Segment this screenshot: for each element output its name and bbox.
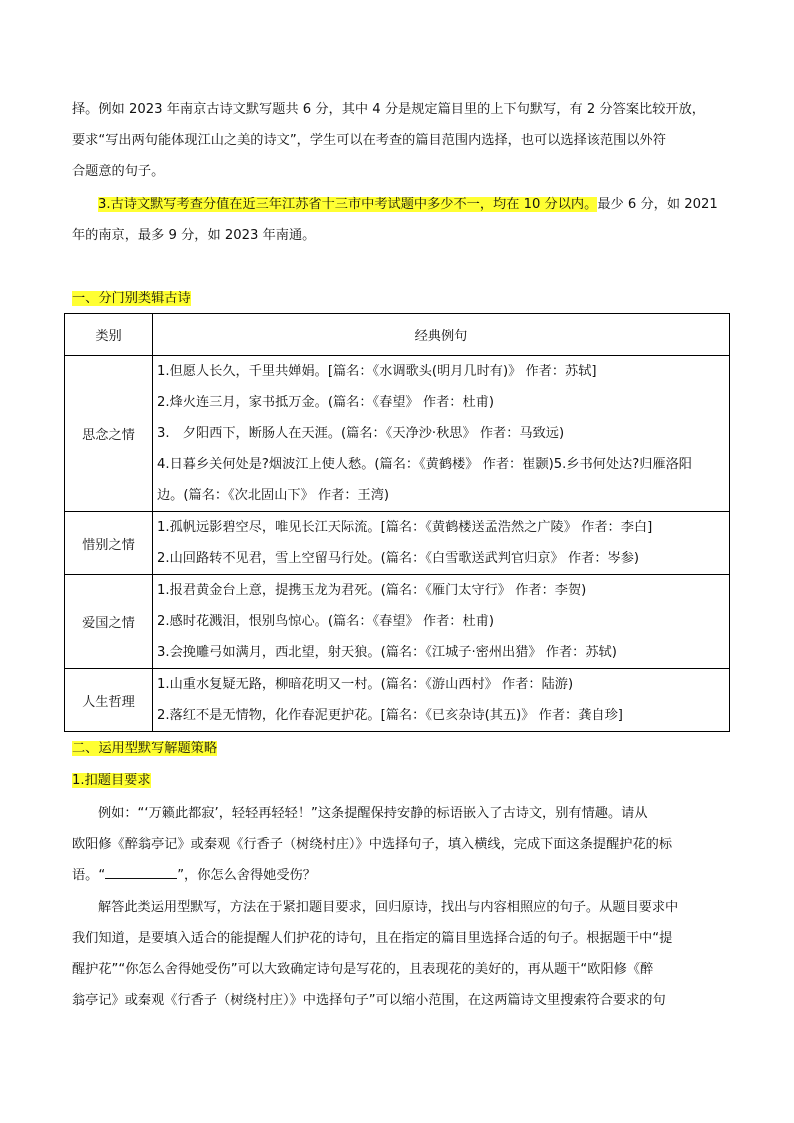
example-paragraph [72, 798, 726, 891]
header-category: 类别 [65, 314, 153, 356]
text-line: 醒护花”“你怎么舍得她受伤”可以大致确定诗句是写花的，且表现花的美好的，再从题干“欧阳修《醉 [72, 962, 654, 977]
example-line: 4.日暮乡关何处是?烟波江上使人愁。(篇名：《黄鹤楼》 作者：崔颢)5.乡书何处达?归雁洛阳 [157, 457, 692, 472]
section-heading-2 [72, 739, 217, 759]
category-cell: 人生哲理 [65, 669, 153, 732]
text-line: 欧阳修《醉翁亭记》或秦观《行香子（树绕村庄）》中选择句子，填入横线，完成下面这条提醒护花的标 [72, 837, 673, 852]
text-line: 我们知道，是要填入适合的能提醒人们护花的诗句，且在指定的篇目里选择合适的句子。根据题干中“提 [72, 931, 673, 946]
example-line: 1.孤帆远影碧空尽，唯见长江天际流。[篇名：《黄鹤楼送孟浩然之广陵》 作者：李白] [157, 520, 653, 535]
example-line: 3. 夕阳西下，断肠人在天涯。(篇名：《天净沙·秋思》 作者：马致远) [157, 426, 565, 441]
example-line: 2.山回路转不见君，雪上空留马行处。(篇名：《白雪歌送武判官归京》 作者：岑参) [157, 551, 640, 566]
subsection-heading [72, 771, 151, 791]
text-line: 解答此类运用型默写，方法在于紧扣题目要求，回归原诗，找出与内容相照应的句子。从题目要求中 [98, 900, 679, 915]
examples-cell [153, 669, 730, 732]
examples-cell [153, 575, 730, 669]
example-line: 1.报君黄金台上意，提携玉龙为君死。(篇名：《雁门太守行》 作者：李贺) [157, 583, 587, 598]
category-cell: 爱国之情 [65, 575, 153, 669]
example-line: 2.落红不是无情物，化作春泥更护花。[篇名：《已亥杂诗(其五)》 作者：龚自珍] [157, 708, 623, 723]
table-header-row [65, 314, 730, 356]
text-line: 例如：“‘万籁此都寂’，轻轻再轻轻！”这条提醒保持安静的标语嵌入了古诗文，别有情趣。请从 [98, 806, 648, 821]
example-line: 1.但愿人长久，千里共婵娟。[篇名：《水调歌头(明月几时有)》 作者：苏轼] [157, 364, 597, 379]
highlighted-fact: 3.古诗文默写考查分值在近三年江苏省十三市中考试题中多少不一，均在 10 分以内。 [98, 197, 598, 212]
text-line: 要求“写出两句能体现江山之美的诗文”，学生可以在考查的篇目范围内选择，也可以选择该范围以外符 [72, 133, 666, 148]
table-row [65, 356, 730, 512]
category-cell: 思念之情 [65, 356, 153, 512]
section-heading-1 [72, 289, 191, 309]
example-line: 2.感时花溅泪，恨别鸟惊心。(篇名：《春望》 作者：杜甫) [157, 614, 494, 629]
section-title: 一、分门别类辑古诗 [72, 291, 191, 306]
subsection-title: 1.扣题目要求 [72, 773, 151, 788]
example-line: 1.山重水复疑无路，柳暗花明又一村。(篇名：《游山西村》 作者：陆游) [157, 677, 574, 692]
text-fragment: 最少 6 分，如 2021 [597, 197, 718, 212]
text-line: 翁亭记》或秦观《行香子（树绕村庄）》中选择句子”可以缩小范围，在这两篇诗文里搜索符合要求的句 [72, 993, 666, 1008]
text-fragment: ”，你怎么舍得她受伤？ [177, 868, 316, 883]
answer-paragraph [72, 892, 726, 1016]
text-line: 年的南京，最多 9 分，如 2023 年南通。 [72, 228, 316, 243]
header-examples: 经典例句 [153, 314, 730, 356]
intro-paragraph-1 [72, 94, 726, 187]
examples-cell [153, 512, 730, 575]
text-line: 合题意的句子。 [72, 164, 165, 179]
poem-classification-table [64, 313, 730, 732]
text-fragment: 语。“ [72, 868, 106, 883]
category-cell: 惜别之情 [65, 512, 153, 575]
example-line: 3.会挽雕弓如满月，西北望，射天狼。(篇名：《江城子·密州出猎》 作者：苏轼) [157, 645, 617, 660]
example-line: 边。(篇名：《次北固山下》 作者：王湾) [157, 488, 390, 503]
example-line: 2.烽火连三月，家书抵万金。(篇名：《春望》 作者：杜甫) [157, 395, 494, 410]
table-row [65, 575, 730, 669]
table-row [65, 669, 730, 732]
text-line: 择。例如 2023 年南京古诗文默写题共 6 分，其中 4 分是规定篇目里的上下句默写，有 2 分答案比较开放， [72, 102, 705, 117]
examples-cell [153, 356, 730, 512]
section-title: 二、运用型默写解题策略 [72, 741, 218, 756]
intro-paragraph-2 [72, 189, 726, 251]
answer-blank [105, 864, 177, 879]
table-row [65, 512, 730, 575]
